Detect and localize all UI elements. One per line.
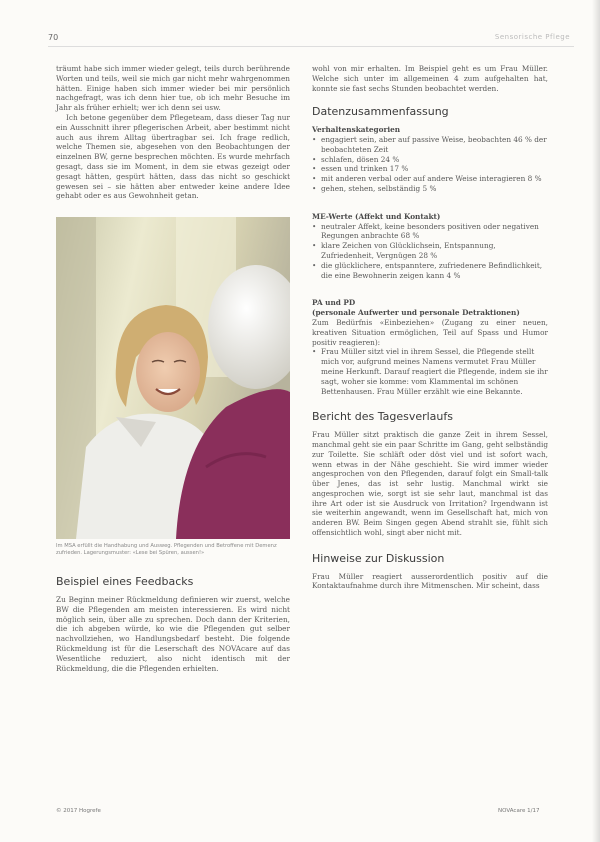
footer-copyright: © 2017 Hogrefe — [56, 808, 101, 814]
right-paragraph-4: Frau Müller reagiert ausserordentlich positiv auf die Kontaktaufnahme durch ihre Mitmenschen. Mir scheint, dass — [312, 571, 548, 591]
list-item: • mit anderen verbal oder auf andere Weise interagieren 8 % — [312, 174, 548, 184]
list-item: • Frau Müller sitzt viel in ihrem Sessel, die Pflegende stellt mich vor, aufgrund meines Namens vermutet Frau Müller meine Herkunft. Darauf reagiert die Pflegende, indem sie ihr sagt, woher sie komme: vom Klammental im schönen Bettenhausen. Frau Müller erzählt wie eine Bekannte. — [312, 347, 548, 396]
section-title: Sensorische Pflege — [494, 33, 570, 41]
photo-illustration — [56, 217, 290, 539]
left-column — [56, 64, 290, 673]
right-column — [312, 64, 548, 591]
right-paragraph-3: Frau Müller sitzt praktisch die ganze Zeit in ihrem Sessel, manchmal geht sie ein paar Schritte im Gang, geht selbständig zur Toilette. Sie schläft oder döst viel und ist sofort wach, wenn etwas in der Nähe geschieht. Sie wird immer wieder angesprochen von den Pflegenden, darauf folgt ein Small-talk über Jenes, das ist sehr lustig. Manchmal wirkt sie angesprochen wie, sorgt ist sie sehr laut, manchmal ist das ihre Art oder ist sie Ausdruck von Irritation? Irgendwann ist sie weiterhin angewandt, wenn im Gesellschaft hat, mich von anderen BW. Beim Singen gegen Abend strahlt sie, fühlt sich offensichtlich wohl, singt aber nicht mit. — [312, 430, 548, 538]
heading-discussion-notes: Hinweise zur Diskussion — [312, 551, 445, 565]
pa-pd-list — [312, 347, 548, 396]
heading-data-summary: Datenzusammenfassung — [312, 105, 449, 119]
subhead-pa-pd: PA und PD — [312, 298, 356, 308]
list-item: • die glücklichere, entspanntere, zufriedenere Befindlichkeit, die eine Bewohnerin zeigen kann 4 % — [312, 261, 548, 281]
page-edge-shadow — [592, 0, 600, 842]
left-paragraph-3: Zu Beginn meiner Rückmeldung definieren wir zuerst, welche BW die Pflegenden am meisten interessieren. Es wird nicht möglich sein, über alle zu sprechen. Doch dann der Kriterien, die ich abgeben würde, ko wie die Pflegenden gut selber nachvollziehen, wo Handlungsbedarf besteht. Die folgende Rückmeldung ist für die Leserschaft des NOVAcare auf das Wesentliche reduziert, also nicht identisch mit der Rückmeldung, die die Pflegenden erhielten. — [56, 594, 290, 673]
list-item: • klare Zeichen von Glücklichsein, Entspannung, Zufriedenheit, Vergnügen 28 % — [312, 241, 548, 261]
footer-issue: NOVAcare 1/17 — [498, 808, 540, 814]
heading-feedback-example: Beispiel eines Feedbacks — [56, 575, 194, 589]
right-paragraph-1: wohl von mir erhalten. Im Beispiel geht es um Frau Müller. Welche sich unter im allgemeinen 4 zum aufgehalten hat, konnte sie fast sechs Stunden beobachtet werden. — [312, 64, 548, 93]
left-paragraph-2: Ich betone gegenüber dem Pflegeteam, dass dieser Tag nur ein Ausschnitt ihrer pflegerischen Arbeit, aber bestimmt nicht auch aus ihrem Alltag übertragbar sei. Ich frage redlich, welche Themen sie, abgesehen von den Beobachtungen der einzelnen BW, gerne besprechen möchten. Es wurde mehrfach gesagt, dass sie im Moment, in dem sie etwas gezeigt oder gesagt hätten, gespürt hätten, dass das nicht so geschickt gewesen sei – sie hätten aber entweder keine andere Idee gehabt oder es aus Gewohnheit getan. — [56, 112, 290, 201]
subhead-behavior-categories: Verhaltenskategorien — [312, 125, 401, 135]
heading-daily-report: Bericht des Tagesverlaufs — [312, 410, 453, 424]
list-item: • essen und trinken 17 % — [312, 164, 548, 174]
page-number: 70 — [48, 33, 59, 42]
left-paragraph-1: träumt habe sich immer wieder gelegt, teils durch berührende Worten und teils, weil sie mich gar nicht mehr wahrgenommen hätten. Einige haben sich immer wieder bei mir persönlich nachgefragt, was ich denn hier tue, ob ich mehr Besuche im Jahr als früher erhielt; wer ich denn sei usw. — [56, 64, 290, 113]
photo-caption: Im MSA erfüllt die Handhabung und Ausweg. Pflegenden und Betroffene mit Demenz zufrieden. Lagerungsmuster: «Lese bei Spüren, aussen!» — [56, 543, 277, 557]
subhead-me-values: ME-Werte (Affekt und Kontakt) — [312, 211, 441, 221]
header-divider — [48, 46, 574, 47]
list-item: • neutraler Affekt, keine besonders positiven oder negativen Regungen anbrachte 68 % — [312, 222, 548, 242]
list-item: • schlafen, dösen 24 % — [312, 155, 548, 165]
subhead-pa-pd-detail: (personale Aufwerter und personale Detraktionen) — [312, 308, 520, 318]
me-values-list — [312, 222, 548, 281]
behavior-list — [312, 135, 548, 194]
right-paragraph-2: Zum Bedürfnis «Einbeziehen» (Zugang zu einer neuen, kreativen Situation ermöglichen, Teil auf Spass und Humor positiv reagieren): — [312, 317, 548, 347]
list-item: • gehen, stehen, selbständig 5 % — [312, 184, 548, 194]
list-item: • engagiert sein, aber auf passive Weise, beobachten 46 % der beobachteten Zeit — [312, 135, 548, 155]
photo-caregiver-with-resident — [56, 217, 290, 539]
